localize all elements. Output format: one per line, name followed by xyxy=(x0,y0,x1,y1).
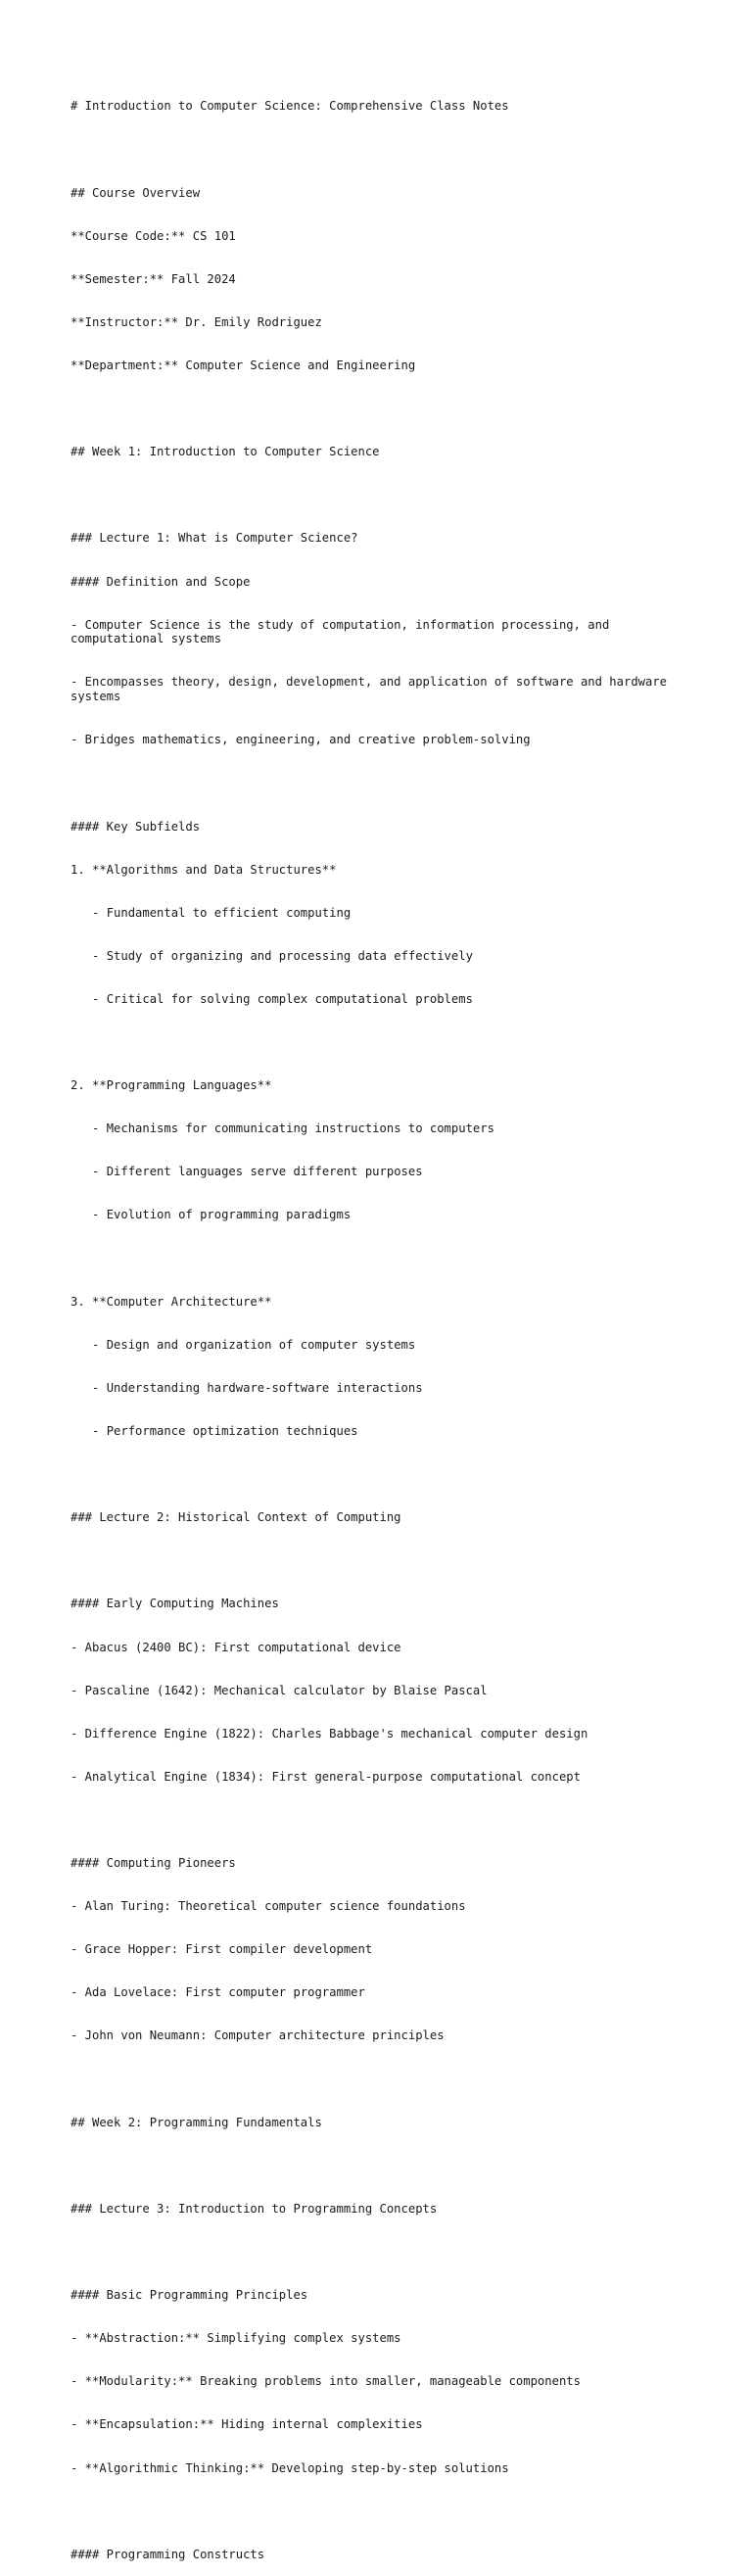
bullet-item: - Design and organization of computer systems xyxy=(70,1337,416,1352)
blank-line xyxy=(70,1035,697,1050)
bullet-item: - Evolution of programming paradigms xyxy=(70,1208,352,1222)
bullet-item: - Difference Engine (1822): Charles Babbage's mechanical computer design xyxy=(70,1726,588,1741)
subsection-heading: #### Computing Pioneers xyxy=(70,1856,236,1871)
subsection-heading: #### Programming Constructs xyxy=(70,2547,265,2561)
blank-line xyxy=(70,1813,697,1828)
subsection-heading: #### Early Computing Machines xyxy=(70,1597,279,1611)
numbered-item: 1. **Algorithms and Data Structures** xyxy=(70,862,337,877)
lecture-heading: ### Lecture 1: What is Computer Science? xyxy=(70,531,358,546)
section-heading: ## Week 2: Programming Fundamentals xyxy=(70,2115,322,2129)
numbered-item: 3. **Computer Architecture** xyxy=(70,1294,272,1309)
subsection-heading: #### Basic Programming Principles xyxy=(70,2288,308,2303)
bullet-item: - Different languages serve different purposes xyxy=(70,1165,423,1179)
subsection-heading: #### Key Subfields xyxy=(70,819,201,834)
subsection-heading: #### Definition and Scope xyxy=(70,574,251,589)
bullet-item: - Performance optimization techniques xyxy=(70,1424,358,1438)
lecture-heading: ### Lecture 3: Introduction to Programming Concepts xyxy=(70,2201,438,2216)
document-title: # Introduction to Computer Science: Comprehensive Class Notes xyxy=(70,99,509,114)
department: **Department:** Computer Science and Engineering xyxy=(70,358,416,373)
bullet-item: - Analytical Engine (1834): First general-purpose computational concept xyxy=(70,1769,581,1784)
bullet-item: - Alan Turing: Theoretical computer science foundations xyxy=(70,1899,466,1914)
bullet-item: - Fundamental to efficient computing xyxy=(70,905,352,920)
blank-line xyxy=(70,402,697,416)
document-text xyxy=(70,71,697,2576)
semester: **Semester:** Fall 2024 xyxy=(70,271,236,286)
blank-line xyxy=(70,2159,697,2173)
blank-line xyxy=(70,143,697,158)
bullet-item: - Bridges mathematics, engineering, and creative problem-solving xyxy=(70,733,531,747)
blank-line xyxy=(70,1467,697,1482)
numbered-item: 2. **Programming Languages** xyxy=(70,1078,272,1093)
bullet-item: - Computer Science is the study of computation, information processing, and computational systems xyxy=(70,617,617,646)
blank-line xyxy=(70,1252,697,1266)
bullet-item: - **Algorithmic Thinking:** Developing step-by-step solutions xyxy=(70,2460,509,2475)
bullet-item: - Understanding hardware-software interactions xyxy=(70,1380,423,1395)
bullet-item: - **Modularity:** Breaking problems into smaller, manageable components xyxy=(70,2374,581,2389)
blank-line xyxy=(70,2245,697,2260)
section-heading: ## Course Overview xyxy=(70,185,201,200)
bullet-item: - Pascaline (1642): Mechanical calculator by Blaise Pascal xyxy=(70,1683,488,1697)
bullet-item: - Study of organizing and processing data effectively xyxy=(70,948,473,963)
blank-line xyxy=(70,2073,697,2087)
blank-line xyxy=(70,776,697,790)
blank-line xyxy=(70,2504,697,2519)
bullet-item: - Ada Lovelace: First computer programmer xyxy=(70,1985,365,2000)
course-code: **Course Code:** CS 101 xyxy=(70,228,236,243)
bullet-item: - Critical for solving complex computational problems xyxy=(70,991,473,1006)
bullet-item: - Abacus (2400 BC): First computational device xyxy=(70,1640,401,1654)
lecture-heading: ### Lecture 2: Historical Context of Computing xyxy=(70,1510,401,1525)
bullet-item: - Mechanisms for communicating instructions to computers xyxy=(70,1121,494,1136)
bullet-item: - **Encapsulation:** Hiding internal complexities xyxy=(70,2417,423,2432)
instructor: **Instructor:** Dr. Emily Rodriguez xyxy=(70,314,322,329)
blank-line xyxy=(70,1553,697,1568)
bullet-item: - Grace Hopper: First compiler development xyxy=(70,1942,373,1957)
bullet-item: - **Abstraction:** Simplifying complex systems xyxy=(70,2331,401,2346)
blank-line xyxy=(70,488,697,502)
section-heading: ## Week 1: Introduction to Computer Science xyxy=(70,445,380,459)
bullet-item: - John von Neumann: Computer architecture principles xyxy=(70,2028,445,2043)
bullet-item: - Encompasses theory, design, development, and application of software and hardware systems xyxy=(70,675,675,704)
